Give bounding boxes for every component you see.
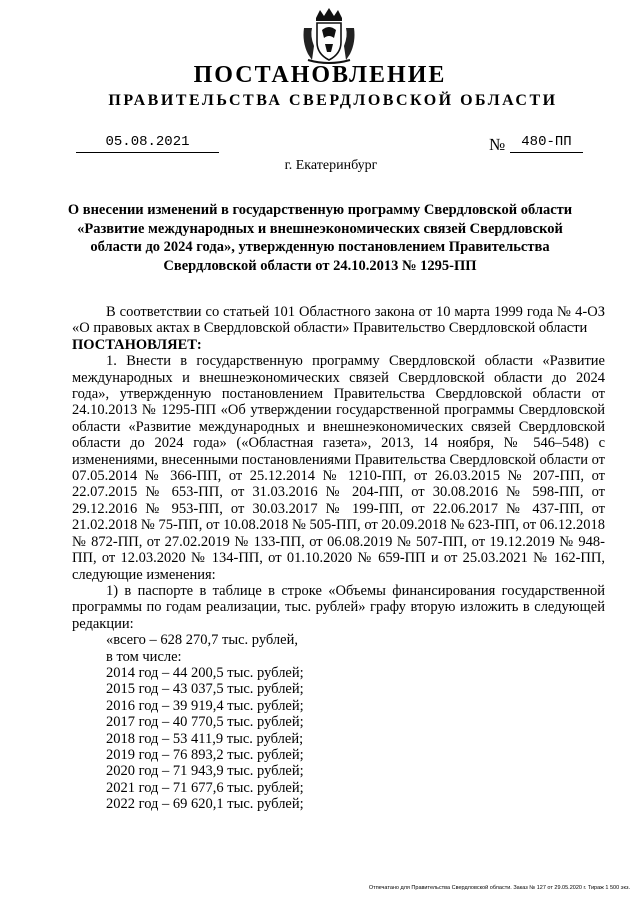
funding-line: 2014 год – 44 200,5 тыс. рублей; <box>106 664 304 681</box>
document-date: 05.08.2021 <box>76 134 219 153</box>
document-number: 480-ПП <box>510 134 583 153</box>
coat-of-arms-emblem <box>298 6 360 64</box>
funding-line: 2020 год – 71 943,9 тыс. рублей; <box>106 763 304 780</box>
funding-line: 2018 год – 53 411,9 тыс. рублей; <box>106 730 304 747</box>
issue-city: г. Екатеринбург <box>284 158 378 173</box>
decree-word: ПОСТАНОВЛЯЕТ: <box>72 336 202 353</box>
funding-line: 2021 год – 71 677,6 тыс. рублей; <box>106 779 304 796</box>
funding-line: 2019 год – 76 893,2 тыс. рублей; <box>106 746 304 763</box>
funding-line: 2022 год – 69 620,1 тыс. рублей; <box>106 796 304 813</box>
funding-list <box>72 632 605 812</box>
document-type-title: ПОСТАНОВЛЕНИЕ <box>193 62 447 88</box>
issuing-authority: ПРАВИТЕЛЬСТВА СВЕРДЛОВСКОЙ ОБЛАСТИ <box>108 92 558 109</box>
subitem-1-paragraph: 1) в паспорте в таблице в строке «Объемы финансирования государственной программы по годам реализации, тыс. рублей» графу вторую изложить в следующей редакции: <box>72 582 605 632</box>
funding-line: в том числе: <box>106 648 182 665</box>
number-sign: № <box>489 135 506 154</box>
item-1-paragraph: 1. Внести в государственную программу Свердловской области «Развитие международных и внешнеэкономических связей Свердловской области до 2024 года», утвержденную постановлением Правительства Свердловской области от 24.10.2013 № 1295-ПП «Об утверждении государственной программы Свердловской области «Развитие международных и внешнеэкономических связей Свердловской области до 2024 года» («Областная газета», 2013, 14 ноября, № 546–548) с изменениями, внесенными постановлениями Правительства Свердловской области от 07.05.2014 № 366-ПП, от 25.12.2014 № 1210-ПП, от 26.03.2015 № 207-ПП, от 22.07.2015 № 653-ПП, от 31.03.2016 № 204-ПП, от 30.08.2016 № 598-ПП, от 29.12.2016 № 953-ПП, от 30.03.2017 № 199-ПП, от 22.06.2017 № 437-ПП, от 21.02.2018 № 75-ПП, от 10.08.2018 № 505-ПП, от 20.09.2018 № 623-ПП, от 06.12.2018 № 872-ПП, от 27.02.2019 № 133-ПП, от 06.08.2019 № 507-ПП, от 19.12.2019 № 948-ПП, от 12.03.2020 № 134-ПП, от 01.10.2020 № 659-ПП и от 25.03.2021 № 162-ПП, следующие изменения: <box>72 353 605 583</box>
funding-line: 2017 год – 40 770,5 тыс. рублей; <box>106 714 304 731</box>
funding-line: 2015 год – 43 037,5 тыс. рублей; <box>106 681 304 698</box>
funding-line: «всего – 628 270,7 тыс. рублей, <box>106 632 298 649</box>
document-subject: О внесении изменений в государственную программу Свердловской области «Развитие международных и внешнеэкономических связей Свердловской области до 2024 года», утвержденную постановлением Правительства Свердловской области от 24.10.2013 № 1295-ПП <box>67 202 573 274</box>
print-footer: Отпечатано для Правительства Свердловской области. Заказ № 127 от 29.05.2020 г. Тираж 1 500 экз. <box>368 885 630 891</box>
preamble-paragraph: В соответствии со статьей 101 Областного закона от 10 марта 1999 года № 4-ОЗ «О правовых актах в Свердловской области» Правительство Свердловской области <box>72 304 605 337</box>
funding-line: 2016 год – 39 919,4 тыс. рублей; <box>106 697 304 714</box>
document-body <box>72 304 605 813</box>
